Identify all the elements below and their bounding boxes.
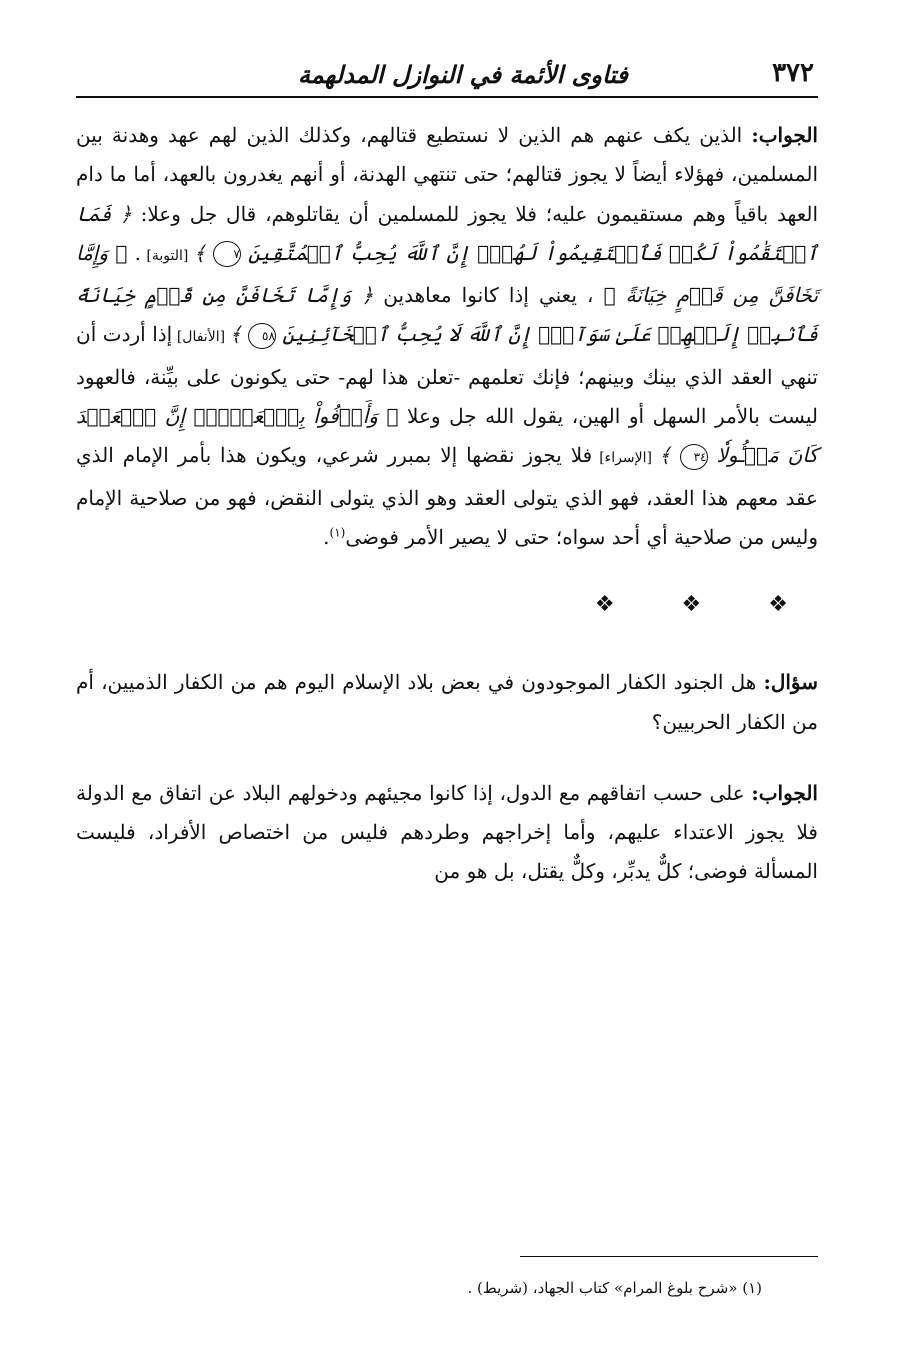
section-separator: ❖ ❖ ❖ [594,592,818,618]
footnote-divider [520,1256,818,1257]
answer-label-2: الجواب: [751,780,818,805]
quran-verse-1: ﴿ فَمَا ٱسۡتَقَٰمُواْ لَكُمۡ فَٱسۡتَقِيمُواْ لَهُمۡۚ إِنَّ ٱللَّهَ يُحِبُّ ٱلۡمُتَّقِينَ [76,201,819,265]
sentence-separator: . [127,240,142,265]
page-number: ٣٧٢ [772,58,814,88]
answer-text-2: على حسب اتفاقهم مع الدول، إذا كانوا مجيئهم ودخولهم البلاد عن اتفاق مع الدولة فلا يجوز الاعتداء عليهم، وأما إخراجهم وطردهم فليس من اختصاص الأفراد، فليست المسألة فوضى؛ كلٌّ يدبِّر، وكلٌّ يقتل، بل هو من [76,780,818,884]
verse-close-1: ﴾ [193,240,213,265]
answer-end-period: . [323,524,330,549]
answer-text-a: الذين يكف عنهم هم الذين لا نستطيع قتالهم، وكذلك الذين لهم عهد وهدنة بين المسلمين، فهؤلاء أيضاً لا يجوز قتالهم؛ حتى تنتهي الهدنة، أو أنهم يغدرون بالعهد، أما ما دام العهد باقياً وهم مستقيمون عليه؛ فلا يجوز للمسلمين أن يقاتلوهم، قال جل وعلا: [76,123,819,226]
ayah-number-3: ٥٨ [248,323,276,349]
question-paragraph [76,663,818,742]
answer-paragraph-2 [76,774,818,892]
ayah-number-4: ٣٤ [680,444,708,470]
surah-reference-3: [الأنفال] [172,329,230,346]
book-title: فتاوى الأئمة في النوازل المدلهمة [298,60,628,89]
surah-reference-4: [الإسراء] [592,450,659,467]
verse-close-3: ﴾ [229,322,248,347]
footnote-marker: (١) [329,525,346,540]
verse-close-4: ﴾ [658,443,680,468]
paragraph-gap [76,742,818,774]
quran-verse-4: ﴿ وَأَوۡفُواْ بِٱلۡعَهۡدِۖ إِنَّ ٱلۡعَهۡدَ كَانَ مَسۡـُٔولٗا [76,404,818,468]
answer-label: الجواب: [751,123,818,147]
running-header [76,56,818,98]
question-label: سؤال: [763,670,818,695]
answer-text-b: ، يعني إذا كانوا معاهدين [373,283,604,308]
answer-paragraph-1 [76,116,818,557]
main-text [76,116,818,892]
surah-reference-1: [التوبة] [141,247,194,264]
ayah-number-1: ٧ [213,241,241,267]
answer-text-c: إذا أردت أن تنهي العقد الذي بينك وبينهم؛ فإنك تعلمهم -تعلن هذا لهم- حتى يكونون على بيِّنة، فالعهود ليست بالأمر السهل أو الهين، يقول الله جل وعلا [76,322,818,429]
quran-verse-2: ﴿ وَإِمَّا تَخَافَنَّ مِن قَوۡمٍ خِيَانَةً ﴾ [76,240,819,308]
quran-verse-3: ﴿ وَإِمَّا تَخَافَنَّ مِن قَوۡمٍ خِيَانَةً فَٱنۢبِذۡ إِلَيۡهِمۡ عَلَىٰ سَوَآءٍۚ إِنَّ ٱللَّهَ لَا يُحِبُّ ٱلۡخَآئِنِينَ [76,283,819,347]
question-text: هل الجنود الكفار الموجودون في بعض بلاد الإسلام اليوم هم من الكفار الذميين، أم من الكفار الحربيين؟ [76,670,818,734]
answer-text-d: فلا يجوز نقضها إلا بمبرر شرعي، ويكون هذا بأمر الإمام الذي عقد معهم هذا العقد، فهو الذي يتولى العقد وهو الذي يتولى النقض، فهو من صلاحية الإمام وليس من صلاحية أي أحد سواه؛ حتى لا يصير الأمر فوضى [76,443,818,549]
footnote: (١) «شرح بلوغ المرام» كتاب الجهاد، (شريط) . [467,1279,762,1297]
